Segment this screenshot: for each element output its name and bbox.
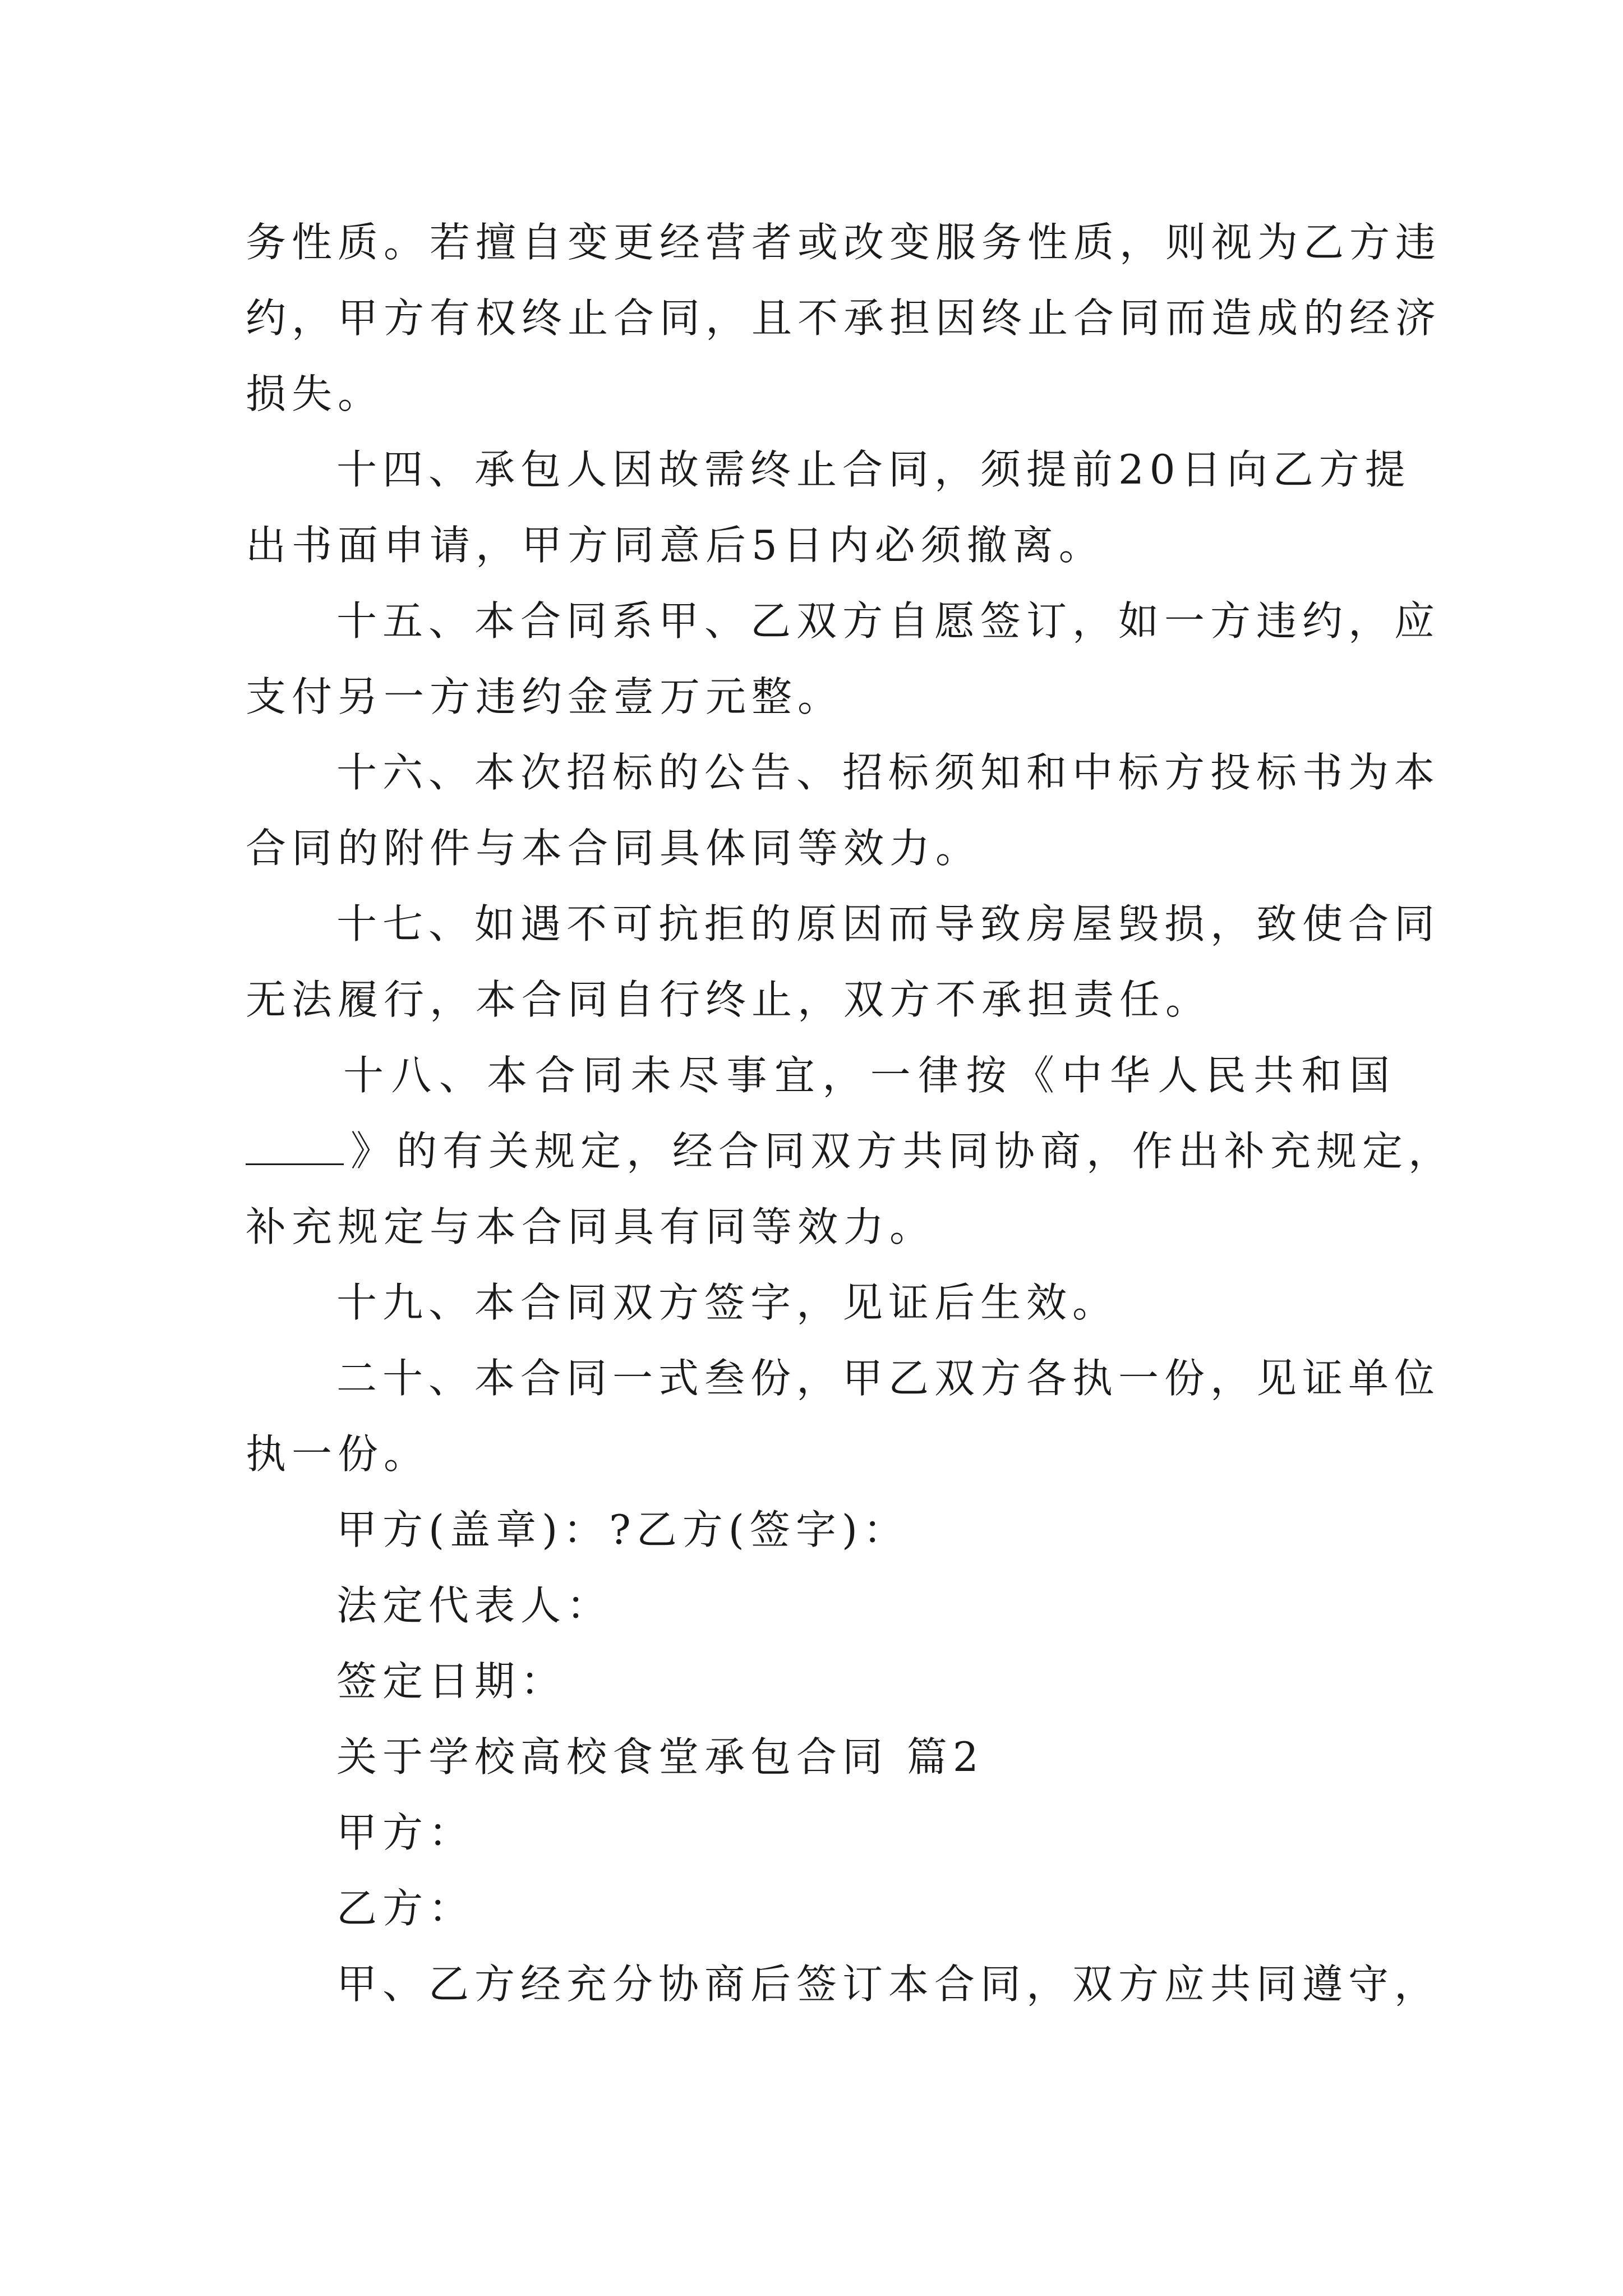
clause-20-line: 二十、本合同一式叁份，甲乙双方各执一份，见证单位: [336, 1355, 1441, 1402]
clause-15-line: 十五、本合同系甲、乙双方自愿签订，如一方违约，应: [336, 597, 1441, 645]
text-line: 务性质。若擅自变更经营者或改变服务性质，则视为乙方违: [246, 219, 1442, 266]
clause-17-line: 十七、如遇不可抗拒的原因而导致房屋毁损，致使合同: [336, 900, 1441, 947]
clause-18-line: 十八、本合同未尽事宜，一律按《中华人民共和国: [343, 1052, 1395, 1099]
text-line: 出书面申请，甲方同意后5日内必须撤离。: [246, 522, 1105, 569]
text-line: 合同的附件与本合同具体同等效力。: [246, 825, 982, 872]
clause-16-line: 十六、本次招标的公告、招标须知和中标方投标书为本: [336, 749, 1441, 796]
legal-representative-line: 法定代表人：: [336, 1582, 613, 1629]
text-line: 支付另一方违约金壹万元整。: [246, 673, 844, 720]
text-line-with-blank: [246, 1117, 1455, 1185]
clause-19-line: 十九、本合同双方签字，见证后生效。: [336, 1279, 1119, 1326]
text-line: 损失。: [246, 370, 384, 417]
section-heading: 关于学校高校食堂承包合同 篇2: [336, 1733, 984, 1780]
fill-in-blank: [246, 1130, 344, 1165]
text-line-remainder: 》的有关规定，经合同双方共同协商，作出补充规定，: [351, 1128, 1455, 1175]
party-a-line: 甲方：: [336, 1809, 475, 1856]
party-b-line: 乙方：: [336, 1885, 475, 1932]
text-line: 补充规定与本合同具有同等效力。: [246, 1203, 936, 1250]
text-line: 无法履行，本合同自行终止，双方不承担责任。: [246, 976, 1212, 1023]
clause-14-line: 十四、承包人因故需终止合同，须提前20日向乙方提: [336, 446, 1411, 493]
signing-date-line: 签定日期：: [336, 1658, 567, 1705]
party-a-signature-line: 甲方(盖章)：?乙方(签字)：: [336, 1506, 909, 1553]
text-line: 约，甲方有权终止合同，且不承担因终止合同而造成的经济: [246, 295, 1442, 342]
text-line: 甲、乙方经充分协商后签订本合同，双方应共同遵守，: [336, 1961, 1441, 2008]
text-line: 执一份。: [246, 1430, 430, 1478]
